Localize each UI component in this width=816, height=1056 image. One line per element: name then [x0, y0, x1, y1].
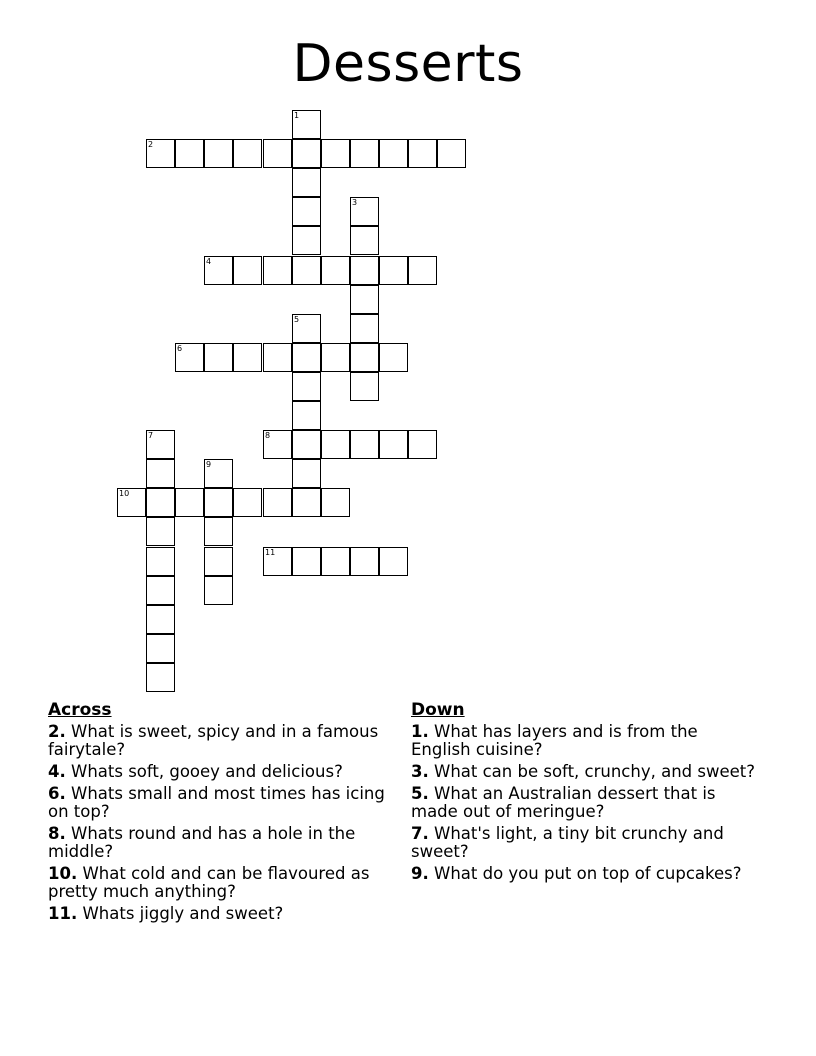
grid-cell[interactable] — [350, 314, 379, 343]
grid-cell[interactable] — [204, 343, 233, 372]
grid-cell[interactable] — [146, 605, 175, 634]
clue-item — [411, 723, 756, 759]
cell-number: 6 — [177, 344, 183, 353]
grid-cell[interactable] — [292, 197, 321, 226]
clue-number: 9. — [411, 864, 429, 883]
grid-cell[interactable] — [117, 488, 146, 517]
grid-cell[interactable] — [204, 459, 233, 488]
clue-number: 4. — [48, 762, 66, 781]
clue-item — [411, 785, 756, 821]
clue-text: Whats round and has a hole in the middle? — [48, 824, 356, 861]
clue-number: 1. — [411, 722, 429, 741]
clue-item — [48, 825, 393, 861]
clue-number: 5. — [411, 784, 429, 803]
down-clue-list — [411, 723, 756, 883]
grid-cell[interactable] — [379, 430, 408, 459]
grid-cell[interactable] — [321, 139, 350, 168]
grid-cell[interactable] — [204, 576, 233, 605]
grid-cell[interactable] — [292, 488, 321, 517]
grid-cell[interactable] — [146, 517, 175, 546]
cell-number: 5 — [294, 315, 300, 324]
cell-number: 8 — [265, 431, 271, 440]
across-clues — [48, 701, 393, 927]
grid-cell[interactable] — [350, 256, 379, 285]
clue-item — [48, 723, 393, 759]
grid-cell[interactable] — [408, 256, 437, 285]
cell-number: 9 — [206, 460, 212, 469]
clue-item — [411, 825, 756, 861]
grid-cell[interactable] — [350, 226, 379, 255]
grid-cell[interactable] — [350, 343, 379, 372]
grid-cell[interactable] — [146, 663, 175, 692]
clue-item — [411, 763, 756, 781]
cell-number: 3 — [352, 198, 358, 207]
grid-cell[interactable] — [321, 430, 350, 459]
clue-item — [48, 785, 393, 821]
grid-cell[interactable] — [233, 256, 262, 285]
grid-cell[interactable] — [350, 372, 379, 401]
grid-cell[interactable] — [292, 343, 321, 372]
grid-cell[interactable] — [321, 343, 350, 372]
clue-number: 11. — [48, 904, 78, 923]
grid-cell[interactable] — [379, 139, 408, 168]
clue-text: Whats small and most times has icing on top? — [48, 784, 385, 821]
clue-text: What's light, a tiny bit crunchy and sweet? — [411, 824, 724, 861]
grid-cell[interactable] — [350, 139, 379, 168]
grid-cell[interactable] — [379, 343, 408, 372]
clue-number: 6. — [48, 784, 66, 803]
grid-cell[interactable] — [350, 430, 379, 459]
clue-number: 8. — [48, 824, 66, 843]
grid-cell[interactable] — [292, 430, 321, 459]
grid-cell[interactable] — [321, 547, 350, 576]
grid-cell[interactable] — [204, 488, 233, 517]
down-clues — [411, 701, 756, 887]
clue-text: Whats soft, gooey and delicious? — [71, 762, 343, 781]
grid-cell[interactable] — [292, 547, 321, 576]
cell-number: 10 — [119, 489, 130, 498]
grid-cell[interactable] — [146, 576, 175, 605]
grid-cell[interactable] — [350, 285, 379, 314]
clue-item — [48, 763, 393, 781]
cell-number: 11 — [265, 548, 276, 557]
grid-cell[interactable] — [204, 547, 233, 576]
clue-number: 10. — [48, 864, 78, 883]
clue-item — [48, 865, 393, 901]
cell-number: 4 — [206, 257, 212, 266]
grid-cell[interactable] — [350, 547, 379, 576]
page-title: Desserts — [292, 34, 524, 94]
clue-text: Whats jiggly and sweet? — [82, 904, 284, 923]
clue-text: What has layers and is from the English cuisine? — [411, 722, 698, 759]
grid-cell[interactable] — [292, 226, 321, 255]
grid-cell[interactable] — [263, 430, 292, 459]
clue-text: What can be soft, crunchy, and sweet? — [434, 762, 755, 781]
grid-cell[interactable] — [292, 459, 321, 488]
clue-item — [48, 905, 393, 923]
cell-number: 2 — [148, 140, 154, 149]
grid-cell[interactable] — [146, 430, 175, 459]
grid-cell[interactable] — [321, 488, 350, 517]
grid-cell[interactable] — [263, 343, 292, 372]
clue-item — [411, 865, 756, 883]
grid-cell[interactable] — [263, 547, 292, 576]
grid-cell[interactable] — [292, 256, 321, 285]
across-clue-list — [48, 723, 393, 923]
grid-cell[interactable] — [146, 139, 175, 168]
grid-cell[interactable] — [204, 256, 233, 285]
grid-cell[interactable] — [175, 343, 204, 372]
grid-cell[interactable] — [292, 372, 321, 401]
grid-cell[interactable] — [408, 139, 437, 168]
grid-cell[interactable] — [175, 488, 204, 517]
grid-cell[interactable] — [263, 256, 292, 285]
grid-cell[interactable] — [379, 256, 408, 285]
grid-cell[interactable] — [146, 634, 175, 663]
clue-number: 2. — [48, 722, 66, 741]
grid-cell[interactable] — [146, 547, 175, 576]
grid-cell[interactable] — [146, 488, 175, 517]
grid-cell[interactable] — [408, 430, 437, 459]
grid-cell[interactable] — [350, 197, 379, 226]
grid-cell[interactable] — [233, 488, 262, 517]
cell-number: 7 — [148, 431, 154, 440]
grid-cell[interactable] — [233, 139, 262, 168]
grid-cell[interactable] — [292, 168, 321, 197]
grid-cell[interactable] — [204, 517, 233, 546]
grid-cell[interactable] — [379, 547, 408, 576]
grid-cell[interactable] — [263, 139, 292, 168]
grid-cell[interactable] — [146, 459, 175, 488]
grid-cell[interactable] — [292, 401, 321, 430]
grid-cell[interactable] — [204, 139, 233, 168]
clue-number: 3. — [411, 762, 429, 781]
grid-cell[interactable] — [292, 139, 321, 168]
grid-cell[interactable] — [437, 139, 466, 168]
down-heading: Down — [411, 700, 465, 720]
grid-cell[interactable] — [233, 343, 262, 372]
clue-text: What an Australian dessert that is made out of meringue? — [411, 784, 716, 821]
grid-cell[interactable] — [292, 110, 321, 139]
clue-text: What cold and can be flavoured as pretty much anything? — [48, 864, 370, 901]
cell-number: 1 — [294, 111, 300, 120]
grid-cell[interactable] — [321, 256, 350, 285]
clue-text: What is sweet, spicy and in a famous fairytale? — [48, 722, 379, 759]
grid-cell[interactable] — [263, 488, 292, 517]
grid-cell[interactable] — [292, 314, 321, 343]
grid-cell[interactable] — [175, 139, 204, 168]
clue-number: 7. — [411, 824, 429, 843]
clue-text: What do you put on top of cupcakes? — [434, 864, 742, 883]
across-heading: Across — [48, 700, 112, 720]
